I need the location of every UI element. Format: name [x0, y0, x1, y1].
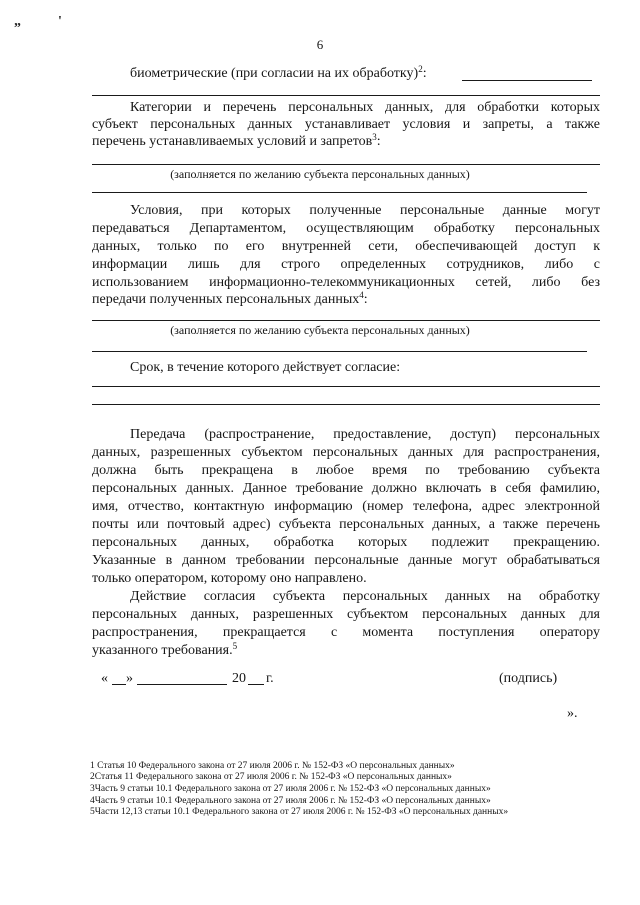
conditions-line-1: Условия, при которых полученные персональные данные могут: [130, 203, 600, 218]
transfer-line-5: имя, отчество, контактную информацию (номер телефона, адрес электронной: [92, 499, 600, 514]
categories-line-3: [92, 134, 600, 150]
biometric-text: биометрические (при согласии на их обработку): [130, 66, 419, 81]
scan-mark-left: „: [14, 14, 21, 29]
conditions-line-6: [92, 292, 600, 308]
categories-line-2: субъект персональных данных устанавливает условия и запреты, а также: [92, 117, 600, 132]
footnote-ref-4: 4: [359, 290, 364, 300]
conditions-input-line-2[interactable]: [92, 351, 587, 352]
signature-label: (подпись): [499, 671, 558, 686]
footnote-4: 4Часть 9 статьи 10.1 Федерального закона от 27 июля 2006 г. № 152-ФЗ «О персональных данных»: [90, 796, 491, 806]
page-number: 6: [316, 37, 324, 52]
transfer-line-6: почты или почтовый адрес) субъекта персональных данных, а также перечень: [92, 517, 600, 532]
biometric-line: [130, 66, 427, 82]
transfer-line-4: персональных данных. Данное требование должно включать в себя фамилию,: [92, 481, 600, 496]
conditions-colon: :: [363, 292, 368, 307]
biometric-colon: :: [422, 66, 427, 81]
term-input-line-2[interactable]: [92, 404, 600, 405]
date-month-field[interactable]: [137, 684, 227, 685]
transfer-line-3: должна быть прекращена в любое время по требованию субъекта: [92, 463, 600, 478]
biometric-input-line[interactable]: [462, 80, 592, 81]
transfer-line-9: только оператором, которому оно направлено.: [92, 571, 367, 586]
footnote-3: 3Часть 9 статьи 10.1 Федерального закона от 27 июля 2006 г. № 152-ФЗ «О персональных данных»: [90, 784, 491, 794]
footnote-ref-3: 3: [372, 132, 377, 142]
transfer-line-7: персональных данных, обработка которых подлежит прекращению.: [92, 535, 600, 550]
date-year-field[interactable]: [248, 684, 264, 685]
date-day-field[interactable]: [112, 684, 126, 685]
conditions-line-3: данных, только по его внутренней сети, обеспечивающей доступ к: [92, 239, 600, 254]
date-year-prefix: 20: [232, 671, 246, 686]
conditions-line-6-text: передачи полученных персональных данных: [92, 292, 360, 307]
footnote-ref-5: 5: [232, 641, 238, 651]
conditions-line-2: передаваться Департаментом, осуществляющим обработку персональных: [92, 221, 600, 236]
blank-line-top[interactable]: [92, 95, 600, 96]
validity-line-2: персональных данных, разрешенных субъектом персональных данных для: [92, 607, 600, 622]
categories-hint: (заполняется по желанию субъекта персональных данных): [170, 167, 470, 181]
conditions-hint: (заполняется по желанию субъекта персональных данных): [170, 323, 470, 337]
conditions-line-5: использованием информационно-телекоммуникационных сетей, либо без: [92, 275, 600, 290]
footnote-2: 2Статья 11 Федерального закона от 27 июля 2006 г. № 152-ФЗ «О персональных данных»: [90, 772, 452, 782]
validity-line-4: [92, 643, 600, 659]
categories-input-line[interactable]: [92, 164, 600, 165]
closing-quote: ».: [567, 706, 578, 721]
transfer-line-1: Передача (распространение, предоставление, доступ) персональных: [130, 427, 600, 442]
date-year-suffix: г.: [266, 671, 274, 686]
transfer-line-2: данных, разрешенных субъектом персональных данных для распространения,: [92, 445, 600, 460]
validity-line-1: Действие согласия субъекта персональных данных на обработку: [130, 589, 600, 604]
categories-input-line-2[interactable]: [92, 192, 587, 193]
footnote-5: 5Части 12,13 статьи 10.1 Федерального закона от 27 июля 2006 г. № 152-ФЗ «О персональных данных»: [90, 807, 509, 817]
transfer-line-8: Указанные в данном требовании персональные данные могут обрабатываться: [92, 553, 600, 568]
validity-line-3: распространения, прекращается с момента поступления оператору: [92, 625, 600, 640]
term-label: Срок, в течение которого действует согласие:: [130, 360, 401, 375]
validity-line-4-text: указанного требования.: [92, 643, 233, 658]
footnote-ref-2: 2: [418, 64, 423, 74]
term-input-line-1[interactable]: [92, 386, 600, 387]
scan-mark-right: ': [58, 14, 62, 29]
conditions-line-4: информации лишь для строго определенных сотрудников, либо с: [92, 257, 600, 272]
date-open-quote: «: [101, 671, 108, 686]
categories-line-1: Категории и перечень персональных данных, для обработки которых: [130, 100, 600, 115]
conditions-input-line[interactable]: [92, 320, 600, 321]
footnote-1: 1 Статья 10 Федерального закона от 27 июля 2006 г. № 152-ФЗ «О персональных данных»: [90, 761, 455, 771]
categories-colon: :: [376, 134, 381, 149]
categories-line-3-text: перечень устанавливаемых условий и запретов: [92, 134, 373, 149]
date-close-quote: »: [126, 671, 133, 686]
